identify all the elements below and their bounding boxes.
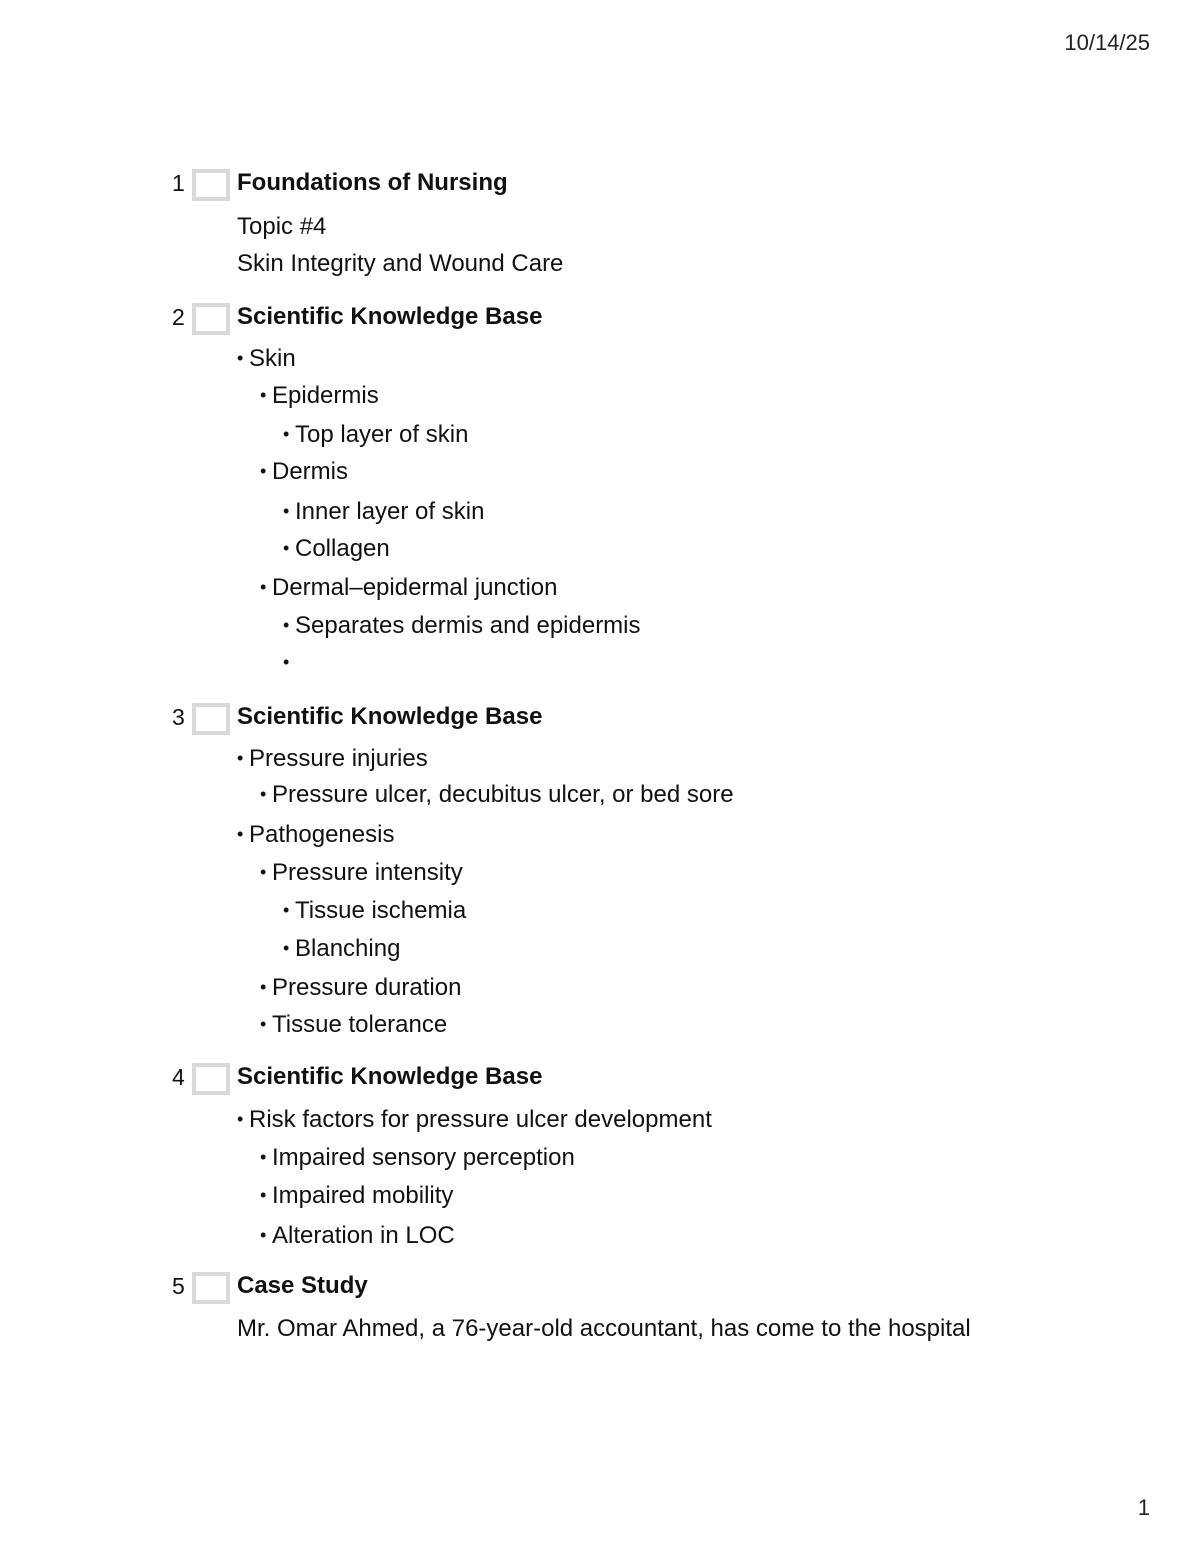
bullet-icon: •	[237, 1109, 244, 1129]
bullet-icon: •	[260, 577, 267, 597]
bullet-item: • Pressure ulcer, decubitus ulcer, or bed sore	[260, 781, 734, 808]
bullet-item: • Pressure duration	[260, 974, 462, 1001]
slide-title: Scientific Knowledge Base	[237, 703, 543, 730]
slide-text-line: Topic #4	[237, 213, 327, 240]
bullet-item: • Skin	[237, 345, 296, 372]
slide-title: Case Study	[237, 1272, 368, 1299]
bullet-item: • Tissue tolerance	[260, 1011, 448, 1038]
bullet-item: • Dermal–epidermal junction	[260, 574, 558, 601]
bullet-item: • Inner layer of skin	[283, 498, 485, 525]
bullet-item: • Alteration in LOC	[260, 1222, 455, 1249]
slide-number: 4	[172, 1064, 185, 1090]
bullet-item: • Top layer of skin	[283, 421, 469, 448]
slide-thumbnail[interactable]	[192, 1272, 230, 1304]
bullet-item: • Risk factors for pressure ulcer development	[237, 1106, 712, 1133]
slide-thumbnail[interactable]	[192, 169, 230, 201]
bullet-item: • Pressure injuries	[237, 745, 428, 772]
slide-title: Foundations of Nursing	[237, 169, 508, 196]
bullet-icon: •	[283, 538, 290, 558]
bullet-icon: •	[237, 748, 244, 768]
bullet-icon: •	[260, 1147, 267, 1167]
bullet-item: • Epidermis	[260, 382, 379, 409]
page-number: 1	[1137, 1495, 1150, 1520]
bullet-icon: •	[260, 1014, 267, 1034]
bullet-item: • Tissue ischemia	[283, 897, 467, 924]
slide-thumbnail[interactable]	[192, 703, 230, 735]
slide-title: Scientific Knowledge Base	[237, 1063, 543, 1090]
slide-number: 3	[172, 704, 185, 730]
slide-number: 1	[172, 170, 185, 196]
slide-thumbnail[interactable]	[192, 1063, 230, 1095]
bullet-item: • Dermis	[260, 458, 348, 485]
bullet-icon: •	[237, 348, 244, 368]
slide-text-line: Skin Integrity and Wound Care	[237, 250, 564, 277]
bullet-icon: •	[283, 938, 290, 958]
bullet-icon: •	[260, 862, 267, 882]
bullet-icon: •	[260, 784, 267, 804]
bullet-icon: •	[260, 1185, 267, 1205]
slide-number: 5	[172, 1273, 185, 1299]
bullet-icon: •	[283, 615, 290, 635]
slide-number: 2	[172, 304, 185, 330]
bullet-item: • Impaired mobility	[260, 1182, 454, 1209]
bullet-icon: •	[283, 652, 290, 672]
bullet-item: • Impaired sensory perception	[260, 1144, 575, 1171]
slide-thumbnail[interactable]	[192, 303, 230, 335]
bullet-item: • Blanching	[283, 935, 401, 962]
bullet-icon: •	[260, 977, 267, 997]
bullet-icon: •	[283, 501, 290, 521]
bullet-item: • Separates dermis and epidermis	[283, 612, 641, 639]
bullet-icon: •	[283, 900, 290, 920]
bullet-item: • Collagen	[283, 535, 390, 562]
bullet-item	[283, 647, 295, 678]
bullet-icon: •	[260, 461, 267, 481]
bullet-icon: •	[260, 1225, 267, 1245]
header-date: 10/14/25	[1064, 30, 1150, 55]
bullet-icon: •	[283, 424, 290, 444]
slide-text-line: Mr. Omar Ahmed, a 76-year-old accountant, has come to the hospital	[237, 1315, 971, 1342]
bullet-icon: •	[260, 385, 267, 405]
bullet-icon: •	[237, 824, 244, 844]
bullet-item: • Pressure intensity	[260, 859, 463, 886]
slide-title: Scientific Knowledge Base	[237, 303, 543, 330]
bullet-item: • Pathogenesis	[237, 821, 395, 848]
